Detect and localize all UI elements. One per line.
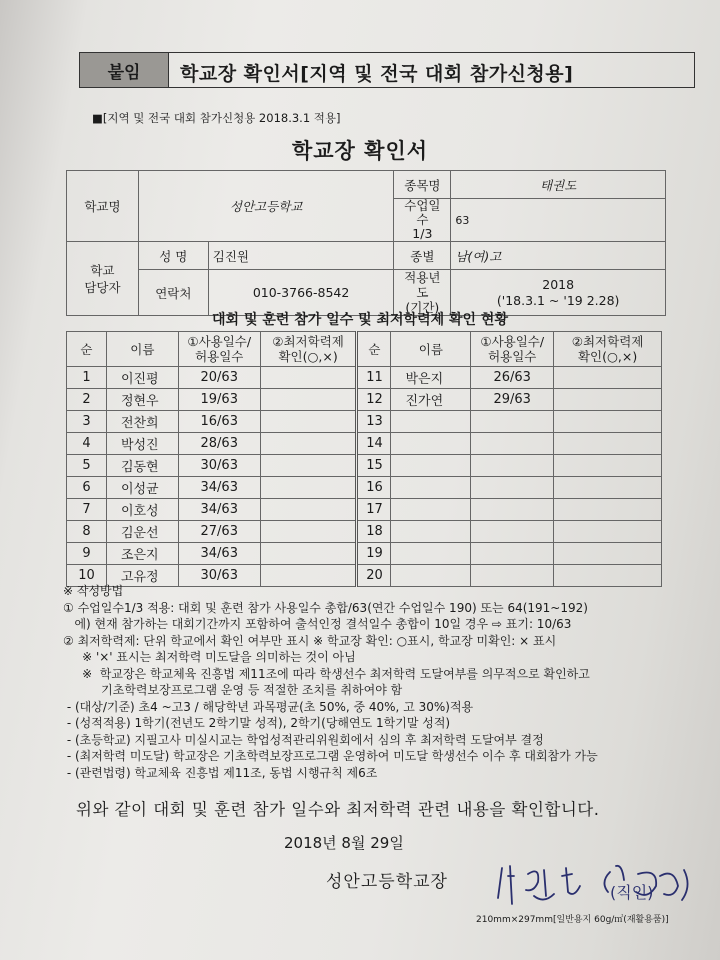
note-line: ※ '×' 표시는 최저학력 미도달을 의미하는 것이 아님 [63, 650, 356, 664]
header-title: 학교장 확인서[지역 및 전국 대회 참가신청용] [180, 63, 574, 85]
year-label-line1: 적용년도 [404, 270, 441, 300]
used-days [471, 499, 554, 521]
row-no: 5 [67, 455, 107, 477]
used-days [471, 521, 554, 543]
min-academic-check [554, 367, 662, 389]
used-days: 29/63 [471, 389, 554, 411]
min-academic-check [260, 499, 357, 521]
row-no: 20 [357, 565, 391, 587]
table-row [67, 543, 662, 565]
used-days: 34/63 [178, 477, 260, 499]
class-days-label-line1: 수업일수 [404, 198, 441, 227]
athlete-name [391, 521, 471, 543]
note-line: - (대상/기준) 초4 ~고3 / 해당학년 과목평균(초 50%, 중 40%, 고 30%)적용 [63, 699, 474, 714]
col-name-header: 이름 [106, 332, 178, 367]
used-days: 30/63 [178, 455, 260, 477]
min-academic-check [260, 477, 357, 499]
used-days: 30/63 [178, 565, 260, 587]
min-academic-check [260, 521, 357, 543]
min-academic-check [554, 433, 662, 455]
confirmation-statement: 위와 같이 대회 및 훈련 참가 일수와 최저학력 관련 내용을 확인합니다. [76, 800, 600, 819]
manager-label [67, 242, 139, 316]
table-row [67, 389, 662, 411]
col-no-header: 순 [67, 332, 107, 367]
writing-instructions [63, 583, 598, 781]
year-label-line2: (기간) [405, 300, 440, 315]
table-row [67, 367, 662, 389]
min-academic-check [260, 367, 357, 389]
table-row [67, 521, 662, 543]
col-days-header [178, 332, 260, 367]
participation-table [66, 331, 662, 587]
min-academic-check [554, 521, 662, 543]
section-title: 대회 및 훈련 참가 일수 및 최저학력제 확인 현황 [212, 312, 508, 328]
col-check-header-line2: 확인(○,×) [278, 349, 338, 364]
year-value-line1: 2018 [542, 276, 575, 292]
row-no: 1 [67, 367, 107, 389]
min-academic-check [554, 389, 662, 411]
manager-label-line2: 담당자 [84, 279, 121, 295]
athlete-name: 이성균 [106, 477, 178, 499]
row-no: 6 [67, 477, 107, 499]
row-no: 18 [357, 521, 391, 543]
school-info-table [66, 170, 666, 316]
athlete-name: 김동현 [106, 455, 178, 477]
col-no-header-right: 순 [357, 332, 391, 367]
col-check-header [260, 332, 357, 367]
athlete-name [391, 499, 471, 521]
note-line: - (초등학교) 지필고사 미실시교는 학업성적관리위원회에서 심의 후 최저학력 도달여부 결정 [63, 732, 544, 747]
row-no: 16 [357, 477, 391, 499]
row-no: 12 [357, 389, 391, 411]
form-subnote: ■[지역 및 전국 대회 참가신청용 2018.3.1 적용] [92, 111, 341, 125]
issue-date: 2018년 8월 29일 [284, 834, 404, 852]
athlete-name: 이진평 [106, 367, 178, 389]
used-days [471, 543, 554, 565]
class-days-label [394, 199, 451, 242]
athlete-name [391, 433, 471, 455]
school-name-label: 학교명 [67, 171, 139, 242]
athlete-name: 김운선 [106, 521, 178, 543]
athlete-name [391, 543, 471, 565]
used-days [471, 477, 554, 499]
athlete-name [391, 455, 471, 477]
note-line: ② 최저학력제: 단위 학교에서 확인 여부만 표시 ※ 학교장 확인: ○표시, 학교장 미확인: × 표시 [63, 633, 557, 648]
athlete-name [391, 477, 471, 499]
manager-label-line1: 학교 [90, 262, 115, 278]
row-no: 2 [67, 389, 107, 411]
athlete-name [391, 411, 471, 433]
class-days-value: 63 [451, 199, 666, 242]
gender-label: 종별 [394, 242, 451, 270]
note-line: - (성적적용) 1학기(전년도 2학기말 성적), 2학기(당해연도 1학기말 성적) [63, 716, 451, 730]
gender-value: 남(여)고 [451, 242, 666, 270]
row-no: 13 [357, 411, 391, 433]
seal-label: (직인) [610, 883, 654, 902]
row-no: 7 [67, 499, 107, 521]
min-academic-check [554, 455, 662, 477]
used-days: 26/63 [471, 367, 554, 389]
event-value: 태권도 [451, 171, 666, 199]
table-row [67, 433, 662, 455]
used-days [471, 411, 554, 433]
name-label: 성 명 [138, 242, 208, 270]
table-row [67, 499, 662, 521]
col-name-header-right: 이름 [391, 332, 471, 367]
athlete-name: 정현우 [106, 389, 178, 411]
min-academic-check [260, 433, 357, 455]
table-row [67, 455, 662, 477]
table-header-row [67, 332, 662, 367]
attachment-tag: 붙임 [80, 53, 169, 87]
period-value: ('18.3.1 ~ '19 2.28) [496, 292, 620, 308]
row-no: 9 [67, 543, 107, 565]
athlete-name: 전찬희 [106, 411, 178, 433]
contact-value: 010-3766-8542 [208, 270, 394, 316]
used-days: 34/63 [178, 543, 260, 565]
table-row [67, 411, 662, 433]
note-line: 에) 현재 참가하는 대회기간까지 포함하여 출석인정 결석일수 총합이 10일 경우 ⇨ 표기: 10/63 [63, 617, 572, 631]
min-academic-check [260, 543, 357, 565]
note-line: ※ 작성방법 [63, 584, 124, 598]
school-name-value: 성안고등학교 [138, 171, 394, 242]
row-no: 11 [357, 367, 391, 389]
manager-name-value: 김진원 [208, 242, 394, 270]
note-line: ① 수업일수1/3 적용: 대회 및 훈련 참가 사용일수 총합/63(연간 수업일수 190) 또는 64(191~192) [63, 600, 588, 615]
row-no: 14 [357, 433, 391, 455]
note-line: ※ 학교장은 학교체육 진흥법 제11조에 따라 학생선수 최저학력 도달여부를 의무적으로 확인하고 [63, 666, 590, 681]
col-check-header-right [554, 332, 662, 367]
event-label: 종목명 [394, 171, 451, 199]
row-no: 4 [67, 433, 107, 455]
row-no: 10 [67, 565, 107, 587]
athlete-name: 조은지 [106, 543, 178, 565]
used-days: 20/63 [178, 367, 260, 389]
col-days-header-right-line2: 허용일수 [488, 349, 537, 364]
min-academic-check [554, 543, 662, 565]
paper-spec-footer: 210mm×297mm[일반용지 60g/㎡(재활용품)] [476, 915, 669, 925]
row-no: 3 [67, 411, 107, 433]
athlete-name: 이호성 [106, 499, 178, 521]
used-days: 19/63 [178, 389, 260, 411]
table-row [67, 477, 662, 499]
col-days-header-line2: 허용일수 [195, 349, 244, 364]
note-line: 기초학력보장프로그램 운영 등 적절한 조치를 취하여야 함 [63, 683, 403, 697]
used-days: 28/63 [178, 433, 260, 455]
contact-label: 연락처 [138, 270, 208, 316]
used-days: 16/63 [178, 411, 260, 433]
row-no: 8 [67, 521, 107, 543]
document-title: 학교장 확인서 [291, 139, 429, 163]
athlete-name: 진가연 [391, 389, 471, 411]
row-no: 15 [357, 455, 391, 477]
col-days-header-right-line1: ①사용일수/ [480, 334, 545, 349]
athlete-name: 박성진 [106, 433, 178, 455]
col-days-header-line1: ①사용일수/ [187, 334, 252, 349]
min-academic-check [554, 411, 662, 433]
note-line: - (최저학력 미도달) 학교장은 기초학력보장프로그램 운영하여 미도달 학생선수 이수 후 대회참가 가능 [63, 749, 598, 763]
row-no: 19 [357, 543, 391, 565]
min-academic-check [260, 455, 357, 477]
used-days: 34/63 [178, 499, 260, 521]
athlete-name: 박은지 [391, 367, 471, 389]
used-days [471, 433, 554, 455]
min-academic-check [554, 477, 662, 499]
min-academic-check [260, 389, 357, 411]
used-days [471, 455, 554, 477]
col-check-header-right-line2: 확인(○,×) [577, 349, 638, 364]
min-academic-check [554, 499, 662, 521]
note-line: - (관련법령) 학교체육 진흥법 제11조, 동법 시행규칙 제6조 [63, 765, 378, 780]
col-check-header-line1: ②최저학력제 [272, 334, 344, 349]
school-head-title: 성안고등학교장 [326, 872, 448, 892]
class-days-label-line2: 1/3 [412, 226, 433, 241]
athlete-name: 고유정 [106, 565, 178, 587]
col-check-header-right-line1: ②최저학력제 [571, 334, 644, 349]
col-days-header-right [471, 332, 554, 367]
handwritten-signature [488, 856, 698, 916]
attachment-header [79, 52, 695, 88]
min-academic-check [260, 411, 357, 433]
row-no: 17 [357, 499, 391, 521]
used-days: 27/63 [178, 521, 260, 543]
